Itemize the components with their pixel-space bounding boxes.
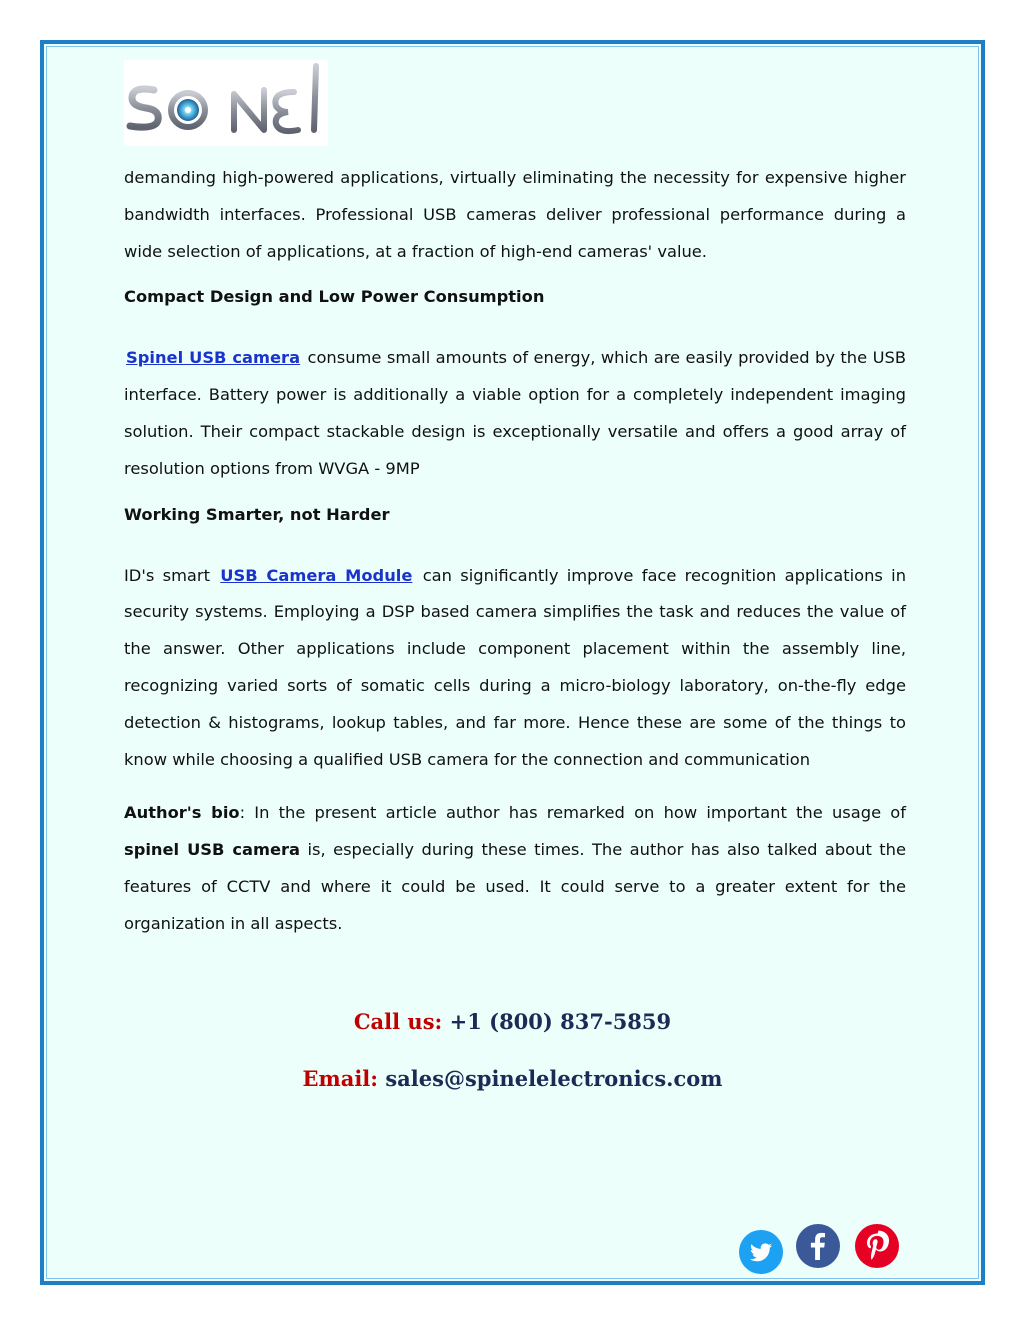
call-us-label: Call us [353,1009,435,1034]
usb-camera-module-link[interactable]: USB Camera Module [220,565,413,585]
section-heading-working-smarter: Working Smarter, not Harder [124,504,390,524]
email-address[interactable]: sales@spinelelectronics.com [385,1066,723,1091]
pinterest-icon[interactable] [855,1224,899,1268]
compact-design-text: consume small amounts of energy, which are easily provided by the USB interface. Battery power is additionally a viable option for a completely independent imaging solution. Their compact stackable design is exceptionally versatile and offers a good array of resolution options from WVGA - 9MP [124,348,906,478]
author-bio-bold-term: spinel USB camera [124,840,301,860]
section-heading-compact-design: Compact Design and Low Power Consumption [124,287,545,307]
page-frame [40,40,985,1285]
author-bio-paragraph [124,795,906,942]
spinel-logo-graphic [124,60,328,146]
call-us-separator: : [434,1009,450,1034]
compact-design-paragraph [124,340,906,487]
email-label: Email: [302,1066,386,1091]
email-line [44,1066,981,1091]
facebook-icon[interactable] [796,1224,840,1268]
author-bio-text-1: : In the present article author has remarked on how important the usage of [239,803,907,823]
working-smarter-text-before: ID's smart [124,565,219,585]
working-smarter-text-after: can significantly improve face recognition applications in security systems. Employing a DSP based camera simplifies the task and reduces the value of the answer. Other applications include component placement within the assembly line, recognizing varied sorts of somatic cells during a micro-biology laboratory, on-the-fly edge detection & histograms, lookup tables, and far more. Hence these are some of the things to know while choosing a qualified USB camera for the connection and communication [124,565,907,769]
spinel-logo [124,60,328,146]
twitter-icon[interactable] [739,1230,783,1274]
intro-paragraph: demanding high-powered applications, virtually eliminating the necessity for expensive higher bandwidth interfaces. Professional USB cameras deliver professional performance during a wide selection of applications, at a fraction of high-end cameras' value. [124,168,906,261]
call-us-line [44,1009,981,1034]
phone-number[interactable]: +1 (800) 837-5859 [449,1009,672,1034]
article-body [124,160,906,960]
author-bio-text-2: is, especially during these times. The author has also talked about the features of CCTV and where it could be used. It could serve to a greater extent for the organization in all aspects. [124,840,906,933]
working-smarter-paragraph [124,558,906,779]
author-bio-label: Author's bio [124,803,240,823]
spinel-usb-camera-link[interactable]: Spinel USB camera [126,348,301,368]
